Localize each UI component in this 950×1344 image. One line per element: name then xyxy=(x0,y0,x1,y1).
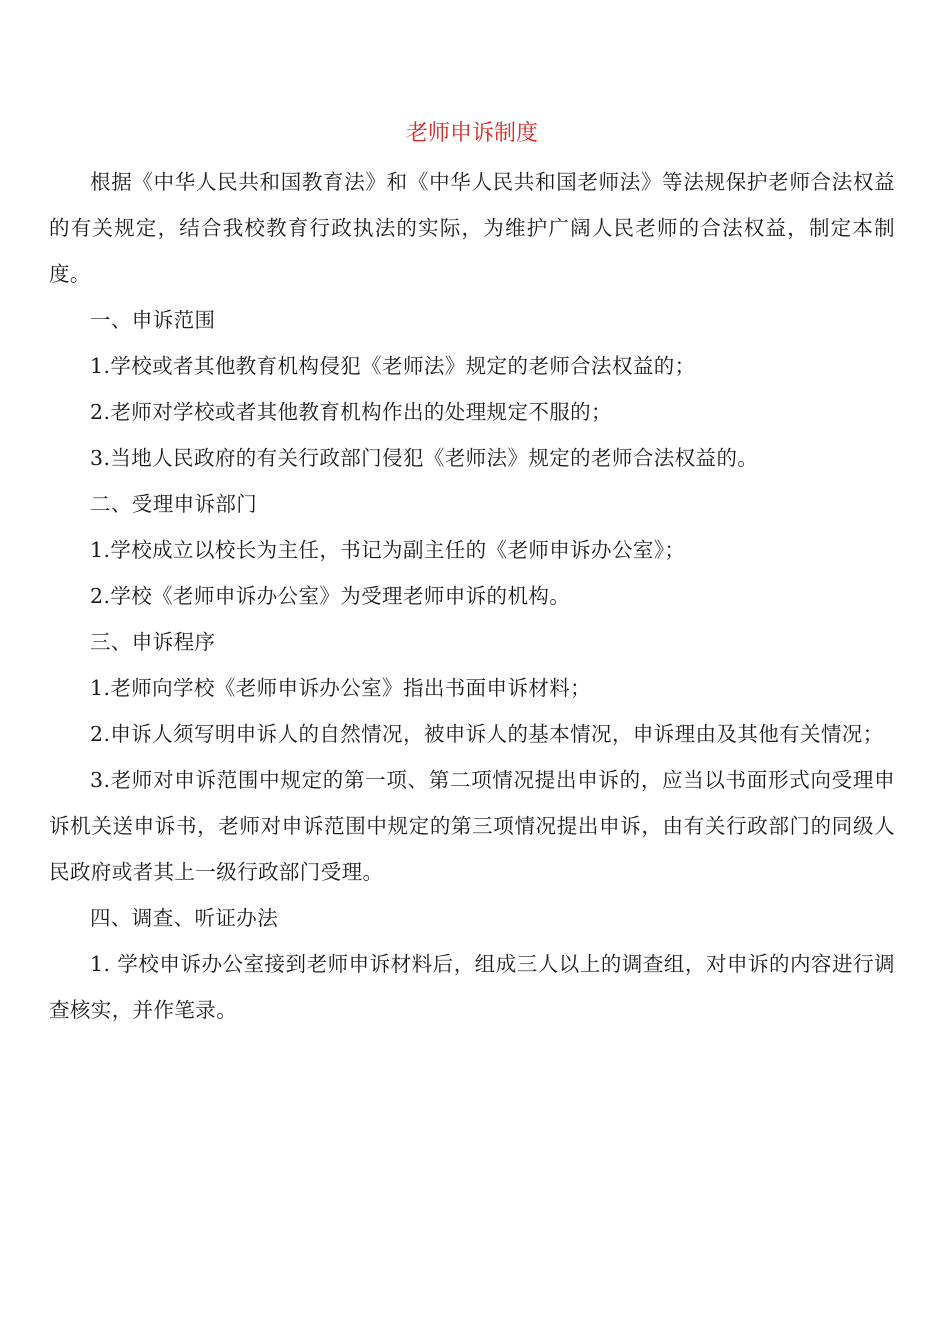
section-heading-investigation: 四、调查、听证办法 xyxy=(90,906,279,930)
intro-paragraph: 根据《中华人民共和国教育法》和《中华人民共和国老师法》等法规保护老师合法权益的有关规定，结合我校教育行政执法的实际，为维护广阔人民老师的合法权益，制定本制度。 xyxy=(49,170,895,286)
scope-item-2: 2.老师对学校或者其他教育机构作出的处理规定不服的； xyxy=(90,400,612,424)
procedure-item-2: 2.申诉人须写明申诉人的自然情况，被申诉人的基本情况，申诉理由及其他有关情况； xyxy=(90,722,884,746)
department-item-1: 1.学校成立以校长为主任，书记为副主任的《老师申诉办公室》； xyxy=(90,538,686,562)
section-heading-scope: 一、申诉范围 xyxy=(90,308,216,332)
section-heading-department: 二、受理申诉部门 xyxy=(90,492,258,516)
scope-item-1: 1.学校或者其他教育机构侵犯《老师法》规定的老师合法权益的； xyxy=(90,354,696,378)
document-page xyxy=(49,112,895,1033)
investigation-item-1: 1. 学校申诉办公室接到老师申诉材料后，组成三人以上的调查组，对申诉的内容进行调查核实，并作笔录。 xyxy=(49,952,895,1022)
department-item-2: 2.学校《老师申诉办公室》为受理老师申诉的机构。 xyxy=(90,584,571,608)
section-heading-procedure: 三、申诉程序 xyxy=(90,630,216,654)
procedure-item-1: 1.老师向学校《老师申诉办公室》指出书面申诉材料； xyxy=(90,676,592,700)
procedure-item-3: 3.老师对申诉范围中规定的第一项、第二项情况提出申诉的，应当以书面形式向受理申诉机关送申诉书，老师对申诉范围中规定的第三项情况提出申诉，由有关行政部门的同级人民政府或者其上一级行政部门受理。 xyxy=(49,768,895,884)
scope-item-3: 3.当地人民政府的有关行政部门侵犯《老师法》规定的老师合法权益的。 xyxy=(90,446,759,470)
document-title: 老师申诉制度 xyxy=(405,121,538,146)
